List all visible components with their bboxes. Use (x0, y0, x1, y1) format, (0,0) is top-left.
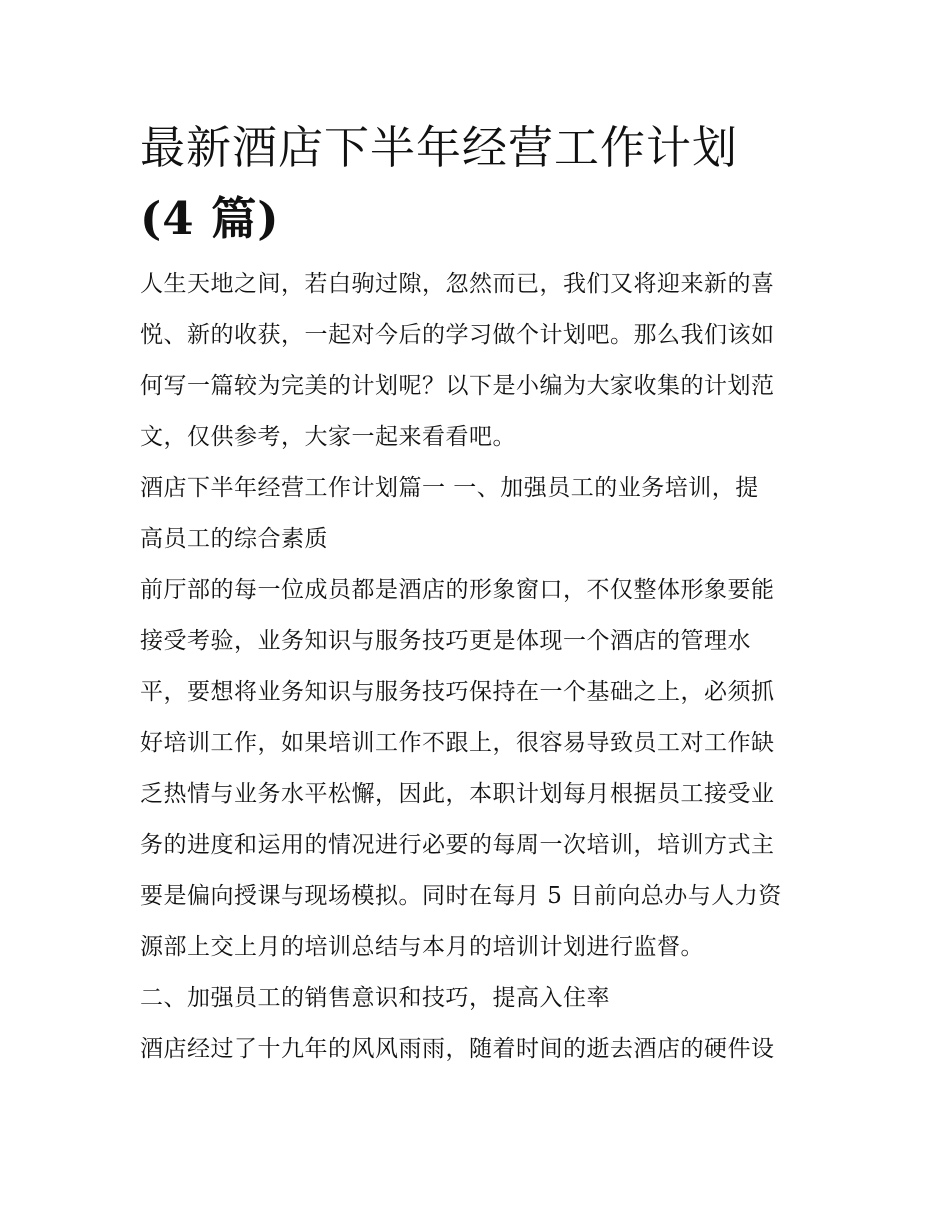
intro-paragraph (140, 259, 812, 463)
hotel-history-paragraph (140, 1024, 812, 1075)
text-line: 好培训工作，如果培训工作不跟上，很容易导致员工对工作缺 (140, 730, 775, 756)
section-heading-paragraph (140, 463, 812, 565)
text-line: 何写一篇较为完美的计划呢？以下是小编为大家收集的计划范 (140, 373, 775, 399)
text-line: 务的进度和运用的情况进行必要的每周一次培训，培训方式主 (140, 832, 775, 858)
text-line: 酒店经过了十九年的风风雨雨，随着时间的逝去酒店的硬件设 (140, 1036, 775, 1062)
text-line: 源部上交上月的培训总结与本月的培训计划进行监督。 (140, 934, 704, 960)
text-line: 平，要想将业务知识与服务技巧保持在一个基础之上，必须抓 (140, 679, 775, 705)
document-title (140, 112, 812, 254)
text-line: 文，仅供参考，大家一起来看看吧。 (140, 424, 516, 450)
training-paragraph (140, 565, 812, 973)
title-line-1: 最新酒店下半年经营工作计划 (140, 121, 739, 174)
text-line: 高员工的综合素质 (140, 526, 328, 552)
text-line: 二、加强员工的销售意识和技巧，提高入住率 (140, 985, 610, 1011)
text-line: 要是偏向授课与现场模拟。同时在每月 5 日前向总办与人力资 (140, 883, 782, 909)
text-line: 悦、新的收获，一起对今后的学习做个计划吧。那么我们该如 (140, 322, 775, 348)
text-line: 前厅部的每一位成员都是酒店的形象窗口，不仅整体形象要能 (140, 577, 775, 603)
text-line: 酒店下半年经营工作计划篇一 一、加强员工的业务培训，提 (140, 475, 759, 501)
sales-heading-paragraph (140, 973, 812, 1024)
title-line-2: (4 篇) (140, 192, 280, 245)
text-line: 乏热情与业务水平松懈，因此，本职计划每月根据员工接受业 (140, 781, 775, 807)
document-body (140, 112, 812, 1075)
text-line: 人生天地之间，若白驹过隙，忽然而已，我们又将迎来新的喜 (140, 271, 775, 297)
text-line: 接受考验，业务知识与服务技巧更是体现一个酒店的管理水 (140, 628, 751, 654)
